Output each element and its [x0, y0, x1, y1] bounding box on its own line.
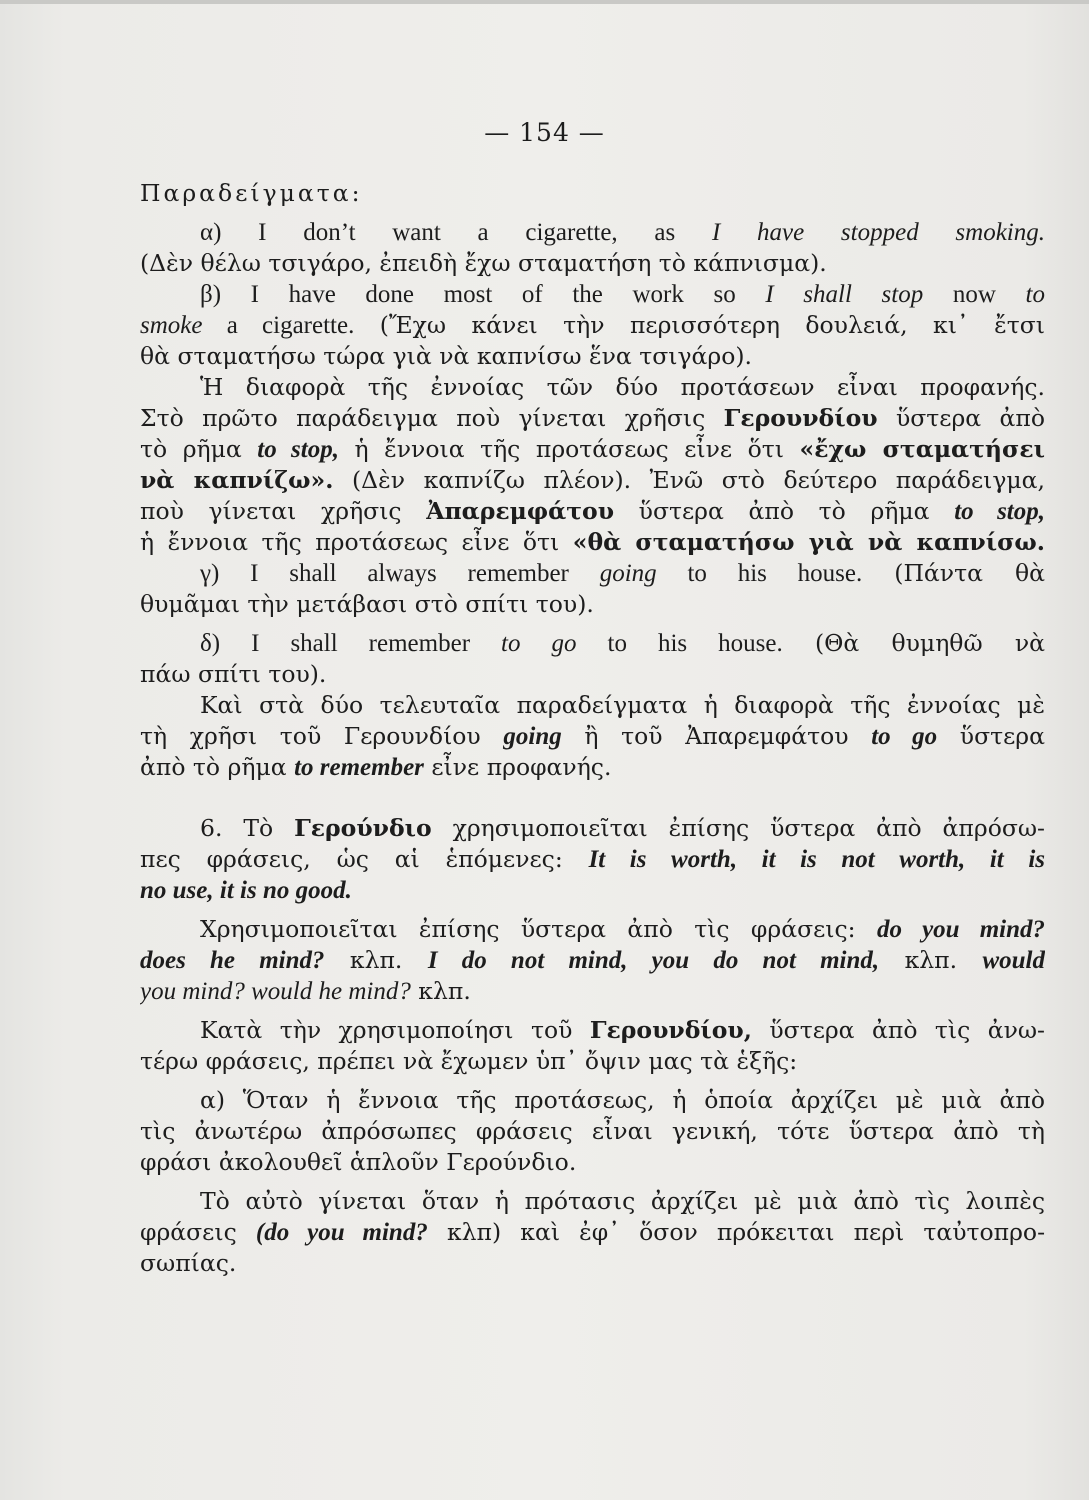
section-6d-line-3: φράσι ἀκολουθεῖ ἁπλοῦν Γερούνδιο. [140, 1148, 577, 1176]
examples-heading: Παραδείγματα: [140, 179, 363, 207]
section-6c-line-1: Κατὰ τὴν χρησιμοποίησι τοῦ Γερουνδίου, ὕστερα ἀπὸ τὶς ἀνω- [200, 1016, 1045, 1044]
explanation-2-line-2: τὴ χρῆσι τοῦ Γερουνδίου going ἢ τοῦ Ἀπαρεμφάτου to go ὕστερα [140, 722, 1045, 750]
explanation-1-line-6: ἡ ἔννοια τῆς προτάσεως εἶνε ὅτι «θὰ σταματήσω γιὰ νὰ καπνίσω. [140, 528, 1045, 556]
section-6d-line-1: α) Ὅταν ἡ ἔννοια τῆς προτάσεως, ἡ ὁποία ἀρχίζει μὲ μιὰ ἀπὸ [200, 1086, 1045, 1114]
section-6b-line-3: you mind? would he mind? κλπ. [140, 977, 471, 1005]
example-d-line-2: πάω σπίτι του). [140, 660, 327, 688]
section-6-line-1: 6. Τὸ Γερούνδιο χρησιμοποιεῖται ἐπίσης ὕστερα ἀπὸ ἀπρόσω- [200, 814, 1045, 842]
page-body [140, 178, 1045, 1279]
section-6e-line-2: φράσεις (do you mind? κλπ) καὶ ἐφ᾽ ὅσον πρόκειται περὶ ταὐτοπρο- [140, 1218, 1045, 1246]
section-6d-line-2: τὶς ἀνωτέρω ἀπρόσωπες φράσεις εἶναι γενική, τότε ὕστερα ἀπὸ τὴ [140, 1117, 1045, 1145]
section-6-line-3: no use, it is no good. [140, 877, 352, 904]
explanation-1-line-2: Στὸ πρῶτο παράδειγμα ποὺ γίνεται χρῆσις Γερουνδίου ὕστερα ἀπὸ [140, 404, 1045, 432]
example-b-line-3: θὰ σταματήσω τώρα γιὰ νὰ καπνίσω ἕνα τσιγάρο). [140, 342, 753, 370]
explanation-1-line-5: ποὺ γίνεται χρῆσις Ἀπαρεμφάτου ὕστερα ἀπὸ τὸ ρῆμα to stop, [140, 497, 1045, 525]
section-6e-line-3: σωπίας. [140, 1249, 237, 1277]
explanation-2-line-3: ἀπὸ τὸ ρῆμα to remember εἶνε προφανής. [140, 753, 612, 781]
explanation-1-line-1: Ἡ διαφορὰ τῆς ἐννοίας τῶν δύο προτάσεων εἶναι προφανής. [200, 373, 1045, 401]
explanation-1-line-4: νὰ καπνίζω». (Δὲν καπνίζω πλέον). Ἐνῶ στὸ δεύτερο παράδειγμα, [140, 466, 1045, 494]
explanation-1-line-3: τὸ ρῆμα to stop, ἡ ἔννοια τῆς προτάσεως εἶνε ὅτι «ἔχω σταματήσει [140, 435, 1045, 463]
section-6c-line-2: τέρω φράσεις, πρέπει νὰ ἔχωμεν ὑπ᾽ ὄψιν μας τὰ ἑξῆς: [140, 1047, 798, 1075]
page-edge [0, 0, 1089, 4]
example-c-line-1: γ) I shall always remember going to his house. (Πάντα θὰ [200, 559, 1045, 587]
example-b-line-2: smoke a cigarette. (Ἔχω κάνει τὴν περισσότερη δουλειά, κι᾽ ἔτσι [140, 311, 1045, 339]
section-6b-line-2: does he mind? κλπ. I do not mind, you do not mind, κλπ. would [140, 946, 1045, 974]
example-a-line-2: (Δὲν θέλω τσιγάρο, ἐπειδὴ ἔχω σταματήση τὸ κάπνισμα). [140, 249, 827, 277]
section-6b-line-1: Χρησιμοποιεῖται ἐπίσης ὕστερα ἀπὸ τὶς φράσεις: do you mind? [200, 915, 1045, 943]
section-6-line-2: πες φράσεις, ὡς αἱ ἑπόμενες: It is worth, it is not worth, it is [140, 845, 1045, 873]
section-6e-line-1: Τὸ αὐτὸ γίνεται ὅταν ἡ πρότασις ἀρχίζει μὲ μιὰ ἀπὸ τὶς λοιπὲς [200, 1187, 1045, 1215]
example-c-line-2: θυμᾶμαι τὴν μετάβασι στὸ σπίτι του). [140, 590, 594, 618]
page-number: — 154 — [484, 118, 605, 147]
example-a-line-1: α) I don’t want a cigarette, as I have stopped smoking. [200, 219, 1045, 246]
explanation-2-line-1: Καὶ στὰ δύο τελευταῖα παραδείγματα ἡ διαφορὰ τῆς ἐννοίας μὲ [200, 691, 1045, 719]
example-b-line-1: β) I have done most of the work so I shall stop now to [200, 281, 1045, 308]
example-d-line-1: δ) I shall remember to go to his house. (Θὰ θυμηθῶ νὰ [200, 629, 1045, 657]
